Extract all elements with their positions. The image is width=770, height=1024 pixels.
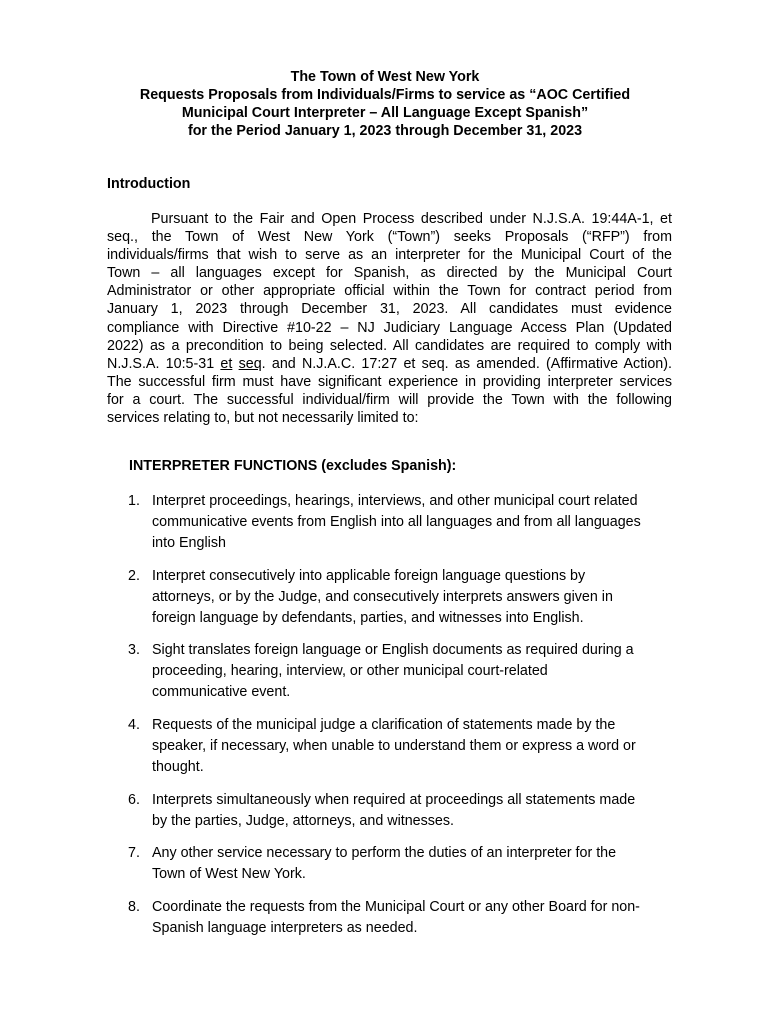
item-number: 2. — [128, 568, 140, 584]
item-number: 6. — [128, 792, 140, 808]
citation-text-end: . and N.J.A.C. 17:27 et seq. as amended. (Affirmative Action). — [261, 355, 672, 372]
item-line: Interprets simultaneously when required at proceedings all statements made — [152, 792, 636, 808]
item-number: 8. — [128, 899, 140, 915]
intro-line: 2022) as a precondition to being selected. All candidates are required to comply with — [107, 337, 672, 354]
intro-line: Administrator or other appropriate official within the Town for contract period from — [107, 283, 672, 300]
item-number: 4. — [128, 717, 140, 733]
function-item-2 — [128, 566, 688, 628]
intro-line — [107, 355, 672, 373]
item-number: 3. — [128, 642, 140, 658]
item-line: Interpret consecutively into applicable foreign language questions by — [152, 568, 586, 584]
item-line: speaker, if necessary, when unable to understand them or express a word or — [152, 737, 636, 754]
item-line: attorneys, or by the Judge, and consecutively interprets answers given in — [152, 588, 613, 605]
item-line: Spanish language interpreters as needed. — [152, 919, 418, 936]
item-line: Requests of the municipal judge a clarification of statements made by the — [152, 717, 616, 733]
title-line-2: Requests Proposals from Individuals/Firms to service as “AOC Certified — [139, 87, 631, 103]
item-line: proceeding, hearing, interview, or other municipal court-related — [152, 662, 548, 679]
item-line: by the parties, Judge, attorneys, and witnesses. — [152, 812, 454, 829]
intro-line: The successful firm must have significant experience in providing interpreter services — [107, 373, 672, 390]
function-item-6 — [128, 790, 688, 832]
item-number: 1. — [128, 493, 140, 509]
item-line: Coordinate the requests from the Municipal Court or any other Board for non- — [152, 899, 640, 915]
introduction-paragraph — [107, 210, 672, 427]
item-line: foreign language by defendants, parties, and witnesses into English. — [152, 609, 584, 626]
underlined-seq: seq — [238, 355, 262, 372]
intro-line: January 1, 2023 through December 31, 2023. All candidates must evidence — [107, 301, 672, 318]
title-line-1: The Town of West New York — [290, 69, 480, 85]
item-line: into English — [152, 534, 226, 551]
function-item-1 — [128, 491, 688, 553]
intro-line: services relating to, but not necessarily limited to: — [107, 410, 419, 427]
intro-line: seq., the Town of West New York (“Town”) seeks Proposals (“RFP”) from — [107, 229, 672, 246]
title-line-3: Municipal Court Interpreter – All Language Except Spanish” — [181, 105, 589, 121]
function-item-4 — [128, 715, 688, 777]
item-line: Any other service necessary to perform the duties of an interpreter for the — [152, 845, 617, 861]
function-item-3 — [128, 640, 688, 702]
underlined-et: et — [220, 355, 233, 372]
item-line: communicative event. — [152, 683, 291, 700]
function-item-8 — [128, 897, 688, 939]
item-line: Town of West New York. — [152, 865, 306, 882]
title-line-4: for the Period January 1, 2023 through December 31, 2023 — [187, 123, 583, 139]
functions-heading: INTERPRETER FUNCTIONS (excludes Spanish): — [129, 458, 457, 474]
function-item-7 — [128, 843, 688, 885]
intro-line: compliance with Directive #10-22 – NJ Judiciary Language Access Plan (Updated — [107, 319, 672, 336]
intro-line: for a court. The successful individual/firm will provide the Town with the following — [107, 391, 672, 408]
item-line: Interpret proceedings, hearings, interviews, and other municipal court related — [152, 493, 638, 509]
intro-line: individuals/firms that wish to serve as an interpreter for the Municipal Court of the — [107, 247, 672, 264]
item-line: Sight translates foreign language or English documents as required during a — [152, 642, 634, 658]
introduction-heading: Introduction — [107, 176, 191, 192]
item-line: communicative events from English into all languages and from all languages — [152, 513, 641, 530]
item-number: 7. — [128, 845, 140, 861]
intro-line: Town – all languages except for Spanish, as directed by the Municipal Court — [107, 265, 672, 282]
document-title — [0, 68, 770, 140]
intro-line: Pursuant to the Fair and Open Process described under N.J.S.A. 19:44A-1, et — [151, 211, 672, 227]
citation-text: N.J.S.A. 10:5-31 — [107, 355, 221, 372]
item-line: thought. — [152, 758, 204, 775]
